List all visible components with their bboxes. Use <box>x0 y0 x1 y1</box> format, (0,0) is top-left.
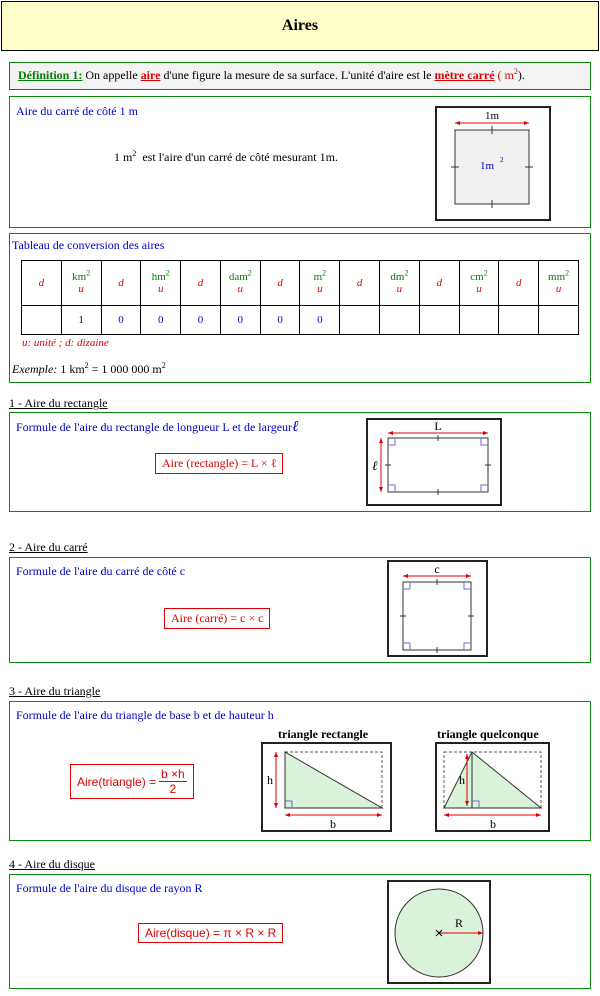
col-km-u: $km^2$ u <box>61 261 101 306</box>
unit-square-figure <box>435 106 551 221</box>
triangle-fig2-title: triangle quelconque <box>437 727 539 741</box>
section-triangle-title: 3 - Aire du triangle <box>9 684 101 698</box>
triangle-fig1-title: triangle rectangle <box>278 727 369 741</box>
col-cm-d: d <box>419 261 459 306</box>
unit-square-drawing <box>437 108 549 219</box>
col-km-d: d <box>22 261 62 306</box>
conversion-example: Exemple: 1 $km^2 = 1$ 000 000 $m^2$ <box>12 361 166 376</box>
triangle-formula: Aire(triangle) = $\frac{b \times h}{2}$ <box>70 764 194 799</box>
table-cell: 0 <box>101 306 141 335</box>
col-dm-d: d <box>340 261 380 306</box>
triangle-general-label-b: b <box>490 817 496 830</box>
col-dam-u: dam$^2$ u <box>220 261 260 306</box>
triangle-general-label-h: h <box>459 773 465 787</box>
table-cell: 0 <box>141 306 181 335</box>
rectangle-label-l: ℓ <box>372 458 378 473</box>
conversion-table <box>21 260 579 335</box>
table-cell: 0 <box>181 306 221 335</box>
col-dm-u: $dm^2$ u <box>380 261 420 306</box>
definition-label: Définition 1: <box>18 68 83 82</box>
unit-square-heading: Aire du carré de côté 1 m <box>16 104 138 118</box>
definition-word-unit: mètre carré <box>434 68 495 82</box>
square-figure <box>387 560 488 657</box>
rectangle-formula: Aire (rectangle) = L × ℓ <box>155 453 283 474</box>
unit-square-side-label: 1m <box>484 110 500 122</box>
section-square-title: 2 - Aire du carré <box>9 540 88 554</box>
table-cell <box>380 306 420 335</box>
col-hm-d: d <box>101 261 141 306</box>
section-rectangle-title: 1 - Aire du rectangle <box>9 396 108 410</box>
square-heading: Formule de l'aire du carré de côté c <box>16 564 186 578</box>
definition-unit-symbol: ( $m^2$). <box>497 67 525 82</box>
page-title <box>1 1 599 51</box>
table-cell: 0 <box>220 306 260 335</box>
conversion-heading: Tableau de conversion des aires <box>12 238 165 252</box>
unit-square-center-label: 1m <box>479 160 495 172</box>
rectangle-drawing <box>368 420 500 504</box>
conversion-legend: u: unité ; d: dizaine <box>22 337 109 349</box>
conversion-header-row <box>22 261 579 306</box>
definition-box <box>9 62 591 90</box>
triangle-general-figure <box>435 742 550 832</box>
rectangle-figure <box>366 418 502 506</box>
triangle-general-drawing <box>437 744 548 830</box>
triangle-right-figure <box>261 742 392 832</box>
table-cell <box>419 306 459 335</box>
triangle-right-label-b: b <box>330 817 336 830</box>
table-cell <box>340 306 380 335</box>
definition-word-aire: aire <box>140 68 161 82</box>
rectangle-label-L: L <box>434 420 442 433</box>
col-dam-d: d <box>181 261 221 306</box>
table-cell: 1 <box>61 306 101 335</box>
triangle-heading: Formule de l'aire du triangle de base b et de hauteur h <box>16 708 274 722</box>
disc-heading: Formule de l'aire du disque de rayon R <box>16 881 203 895</box>
page-title-text: Aires <box>281 17 319 34</box>
table-cell: 0 <box>300 306 340 335</box>
col-m-u: $m^2$ u <box>300 261 340 306</box>
col-cm-u: $cm^2$ u <box>459 261 499 306</box>
definition-text-before: On appelle <box>85 68 138 82</box>
disc-drawing <box>389 882 489 982</box>
rectangle-heading: Formule de l'aire du rectangle de longueur L et de largeurℓ <box>16 419 299 435</box>
col-mm-d: d <box>499 261 539 306</box>
disc-formula: Aire(disque) = π × R × R <box>138 923 283 943</box>
unit-square-sentence: 1 $m^2$ est l'aire d'un carré de côté mesurant 1m. <box>114 149 338 164</box>
square-label-c: c <box>434 562 440 576</box>
table-cell <box>459 306 499 335</box>
disc-figure <box>387 880 491 984</box>
square-drawing <box>389 562 486 655</box>
col-hm-u: $hm^2$ u <box>141 261 181 306</box>
triangle-right-label-h: h <box>267 773 273 787</box>
table-cell <box>22 306 62 335</box>
section-disc-title: 4 - Aire du disque <box>9 857 95 871</box>
square-formula: Aire (carré) = c × c <box>164 608 270 629</box>
col-m-d: d <box>260 261 300 306</box>
conversion-value-row <box>22 306 579 335</box>
unit-square-center-exp: 2 <box>500 156 504 164</box>
table-cell <box>499 306 539 335</box>
definition-text-middle: d'une figure la mesure de sa surface. L'unité d'aire est le <box>163 68 432 82</box>
col-mm-u: $mm^2$ u <box>539 261 579 306</box>
triangle-right-drawing <box>263 744 390 830</box>
disc-label-R: R <box>454 916 464 930</box>
table-cell: 0 <box>260 306 300 335</box>
table-cell <box>539 306 579 335</box>
